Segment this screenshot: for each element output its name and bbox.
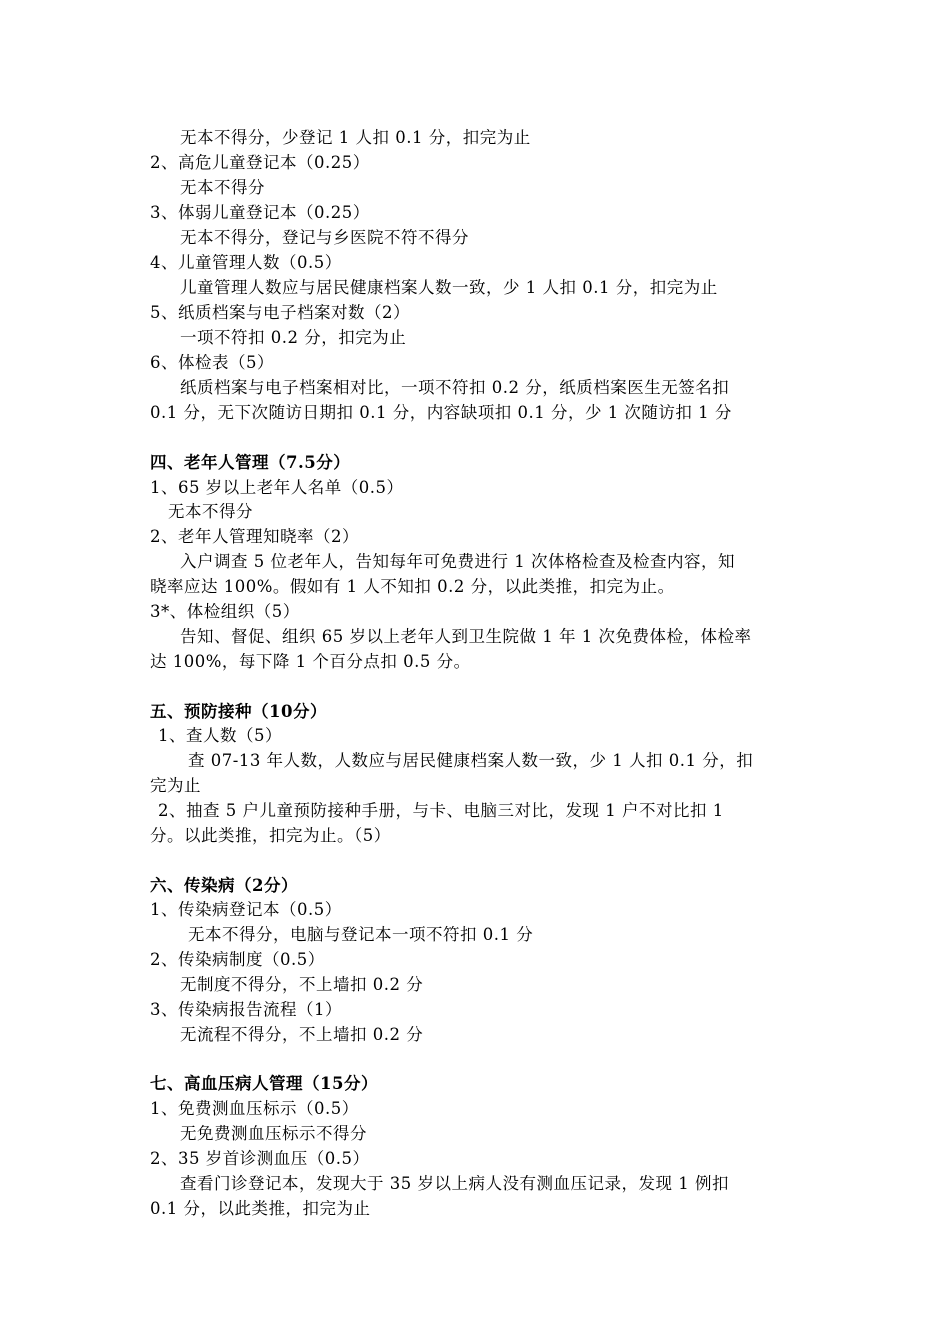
section-heading: 七、高血压病人管理（15分） — [150, 1074, 378, 1093]
text-line: 无本不得分，电脑与登记本一项不符扣 0.1 分 — [188, 925, 534, 944]
text-line: 入户调查 5 位老年人，告知每年可免费进行 1 次体格检查及检查内容，知 — [180, 552, 735, 571]
section-heading: 四、老年人管理（7.5分） — [150, 453, 351, 472]
text-line: 无流程不得分，不上墙扣 0.2 分 — [180, 1025, 424, 1044]
list-item: 1、查人数（5） — [158, 726, 282, 745]
section-heading: 五、预防接种（10分） — [150, 702, 327, 721]
text-line: 无免费测血压标示不得分 — [180, 1124, 367, 1143]
list-item: 1、免费测血压标示（0.5） — [150, 1099, 359, 1118]
list-item: 6、体检表（5） — [150, 353, 274, 372]
text-line: 0.1 分，无下次随访日期扣 0.1 分，内容缺项扣 0.1 分，少 1 次随访扣 1 分 — [150, 403, 732, 422]
list-item: 2、35 岁首诊测血压（0.5） — [150, 1149, 370, 1168]
text-line: 告知、督促、组织 65 岁以上老年人到卫生院做 1 年 1 次免费体检，体检率 — [180, 627, 752, 646]
list-item: 3、体弱儿童登记本（0.25） — [150, 203, 370, 222]
text-line: 儿童管理人数应与居民健康档案人数一致，少 1 人扣 0.1 分，扣完为止 — [180, 278, 718, 297]
text-line: 纸质档案与电子档案相对比，一项不符扣 0.2 分，纸质档案医生无签名扣 — [180, 378, 730, 397]
text-line: 无本不得分，少登记 1 人扣 0.1 分，扣完为止 — [180, 128, 531, 147]
text-line: 无本不得分 — [168, 502, 253, 521]
text-line: 一项不符扣 0.2 分，扣完为止 — [180, 328, 407, 347]
list-item: 3、传染病报告流程（1） — [150, 1000, 342, 1019]
text-line: 无制度不得分，不上墙扣 0.2 分 — [180, 975, 424, 994]
text-line: 晓率应达 100%。假如有 1 人不知扣 0.2 分，以此类推，扣完为止。 — [150, 577, 675, 596]
list-item: 3*、体检组织（5） — [150, 602, 300, 621]
text-line: 查看门诊登记本，发现大于 35 岁以上病人没有测血压记录，发现 1 例扣 — [180, 1174, 729, 1193]
list-item: 4、儿童管理人数（0.5） — [150, 253, 342, 272]
list-item: 2、高危儿童登记本（0.25） — [150, 153, 370, 172]
list-item: 1、65 岁以上老年人名单（0.5） — [150, 478, 404, 497]
list-item: 1、传染病登记本（0.5） — [150, 900, 342, 919]
text-line: 查 07-13 年人数，人数应与居民健康档案人数一致，少 1 人扣 0.1 分，扣 — [188, 751, 754, 770]
text-line: 达 100%，每下降 1 个百分点扣 0.5 分。 — [150, 652, 471, 671]
list-item: 2、抽查 5 户儿童预防接种手册，与卡、电脑三对比，发现 1 户不对比扣 1 — [158, 801, 724, 820]
text-line: 完为止 — [150, 776, 201, 795]
text-line: 无本不得分 — [180, 178, 265, 197]
section-heading: 六、传染病（2分） — [150, 876, 298, 895]
text-line: 无本不得分，登记与乡医院不符不得分 — [180, 228, 469, 247]
list-item: 5、纸质档案与电子档案对数（2） — [150, 303, 410, 322]
list-item: 2、老年人管理知晓率（2） — [150, 527, 359, 546]
text-line: 0.1 分，以此类推，扣完为止 — [150, 1199, 371, 1218]
text-line: 分。以此类推，扣完为止。（5） — [150, 826, 391, 845]
list-item: 2、传染病制度（0.5） — [150, 950, 325, 969]
